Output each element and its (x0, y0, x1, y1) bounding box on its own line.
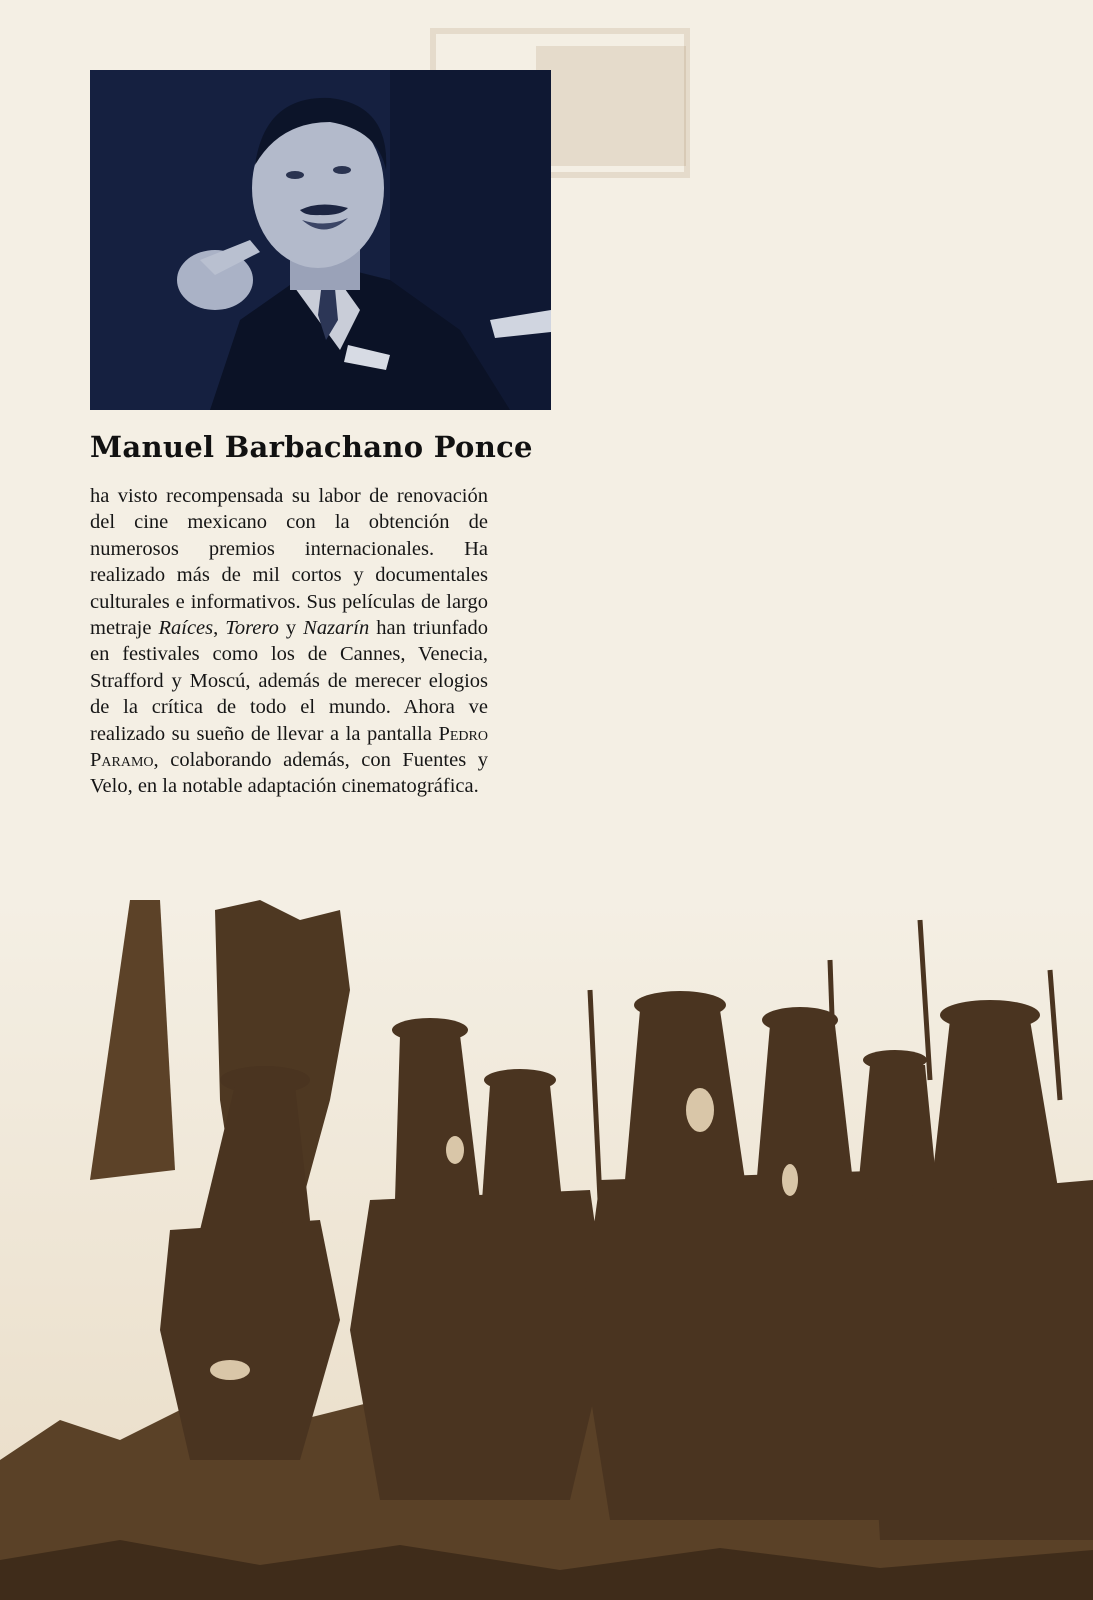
bio-text-part1: ha visto recompensada su labor de renovación del cine mexicano con la obtención de numerosos premios internacionales. Ha realizado más de mil cortos y documentales culturales e informativos. Sus películas de largo metraje (90, 485, 488, 640)
portrait-illustration (90, 70, 551, 410)
bio-separator-2: y (278, 617, 304, 640)
film-title-raices: Raíces (158, 617, 214, 640)
film-title-pedro-paramo: Pedro Paramo (90, 722, 488, 772)
film-title-torero: Torero (225, 617, 279, 640)
bio-text-part2: han triunfado en festivales como los de Cannes, Venecia, Strafford y Moscú, además de merecer elogios de la crítica de todo el mundo. Ahora ve realizado su sueño de llevar a la pantalla (90, 617, 489, 745)
biography-paragraph (90, 483, 488, 800)
bio-text-part3: , colaborando además, con Fuentes y Velo, en la notable adaptación cinematográfica. (90, 749, 488, 798)
portrait-photo (90, 70, 551, 410)
riders-illustration (0, 900, 1093, 1600)
film-title-nazarin: Nazarín (303, 617, 370, 640)
bio-separator-1: , (213, 617, 226, 640)
show-through-logo-block (536, 46, 686, 166)
riders-scene-image (0, 900, 1093, 1600)
person-name-heading: Manuel Barbachano Ponce (90, 430, 533, 464)
